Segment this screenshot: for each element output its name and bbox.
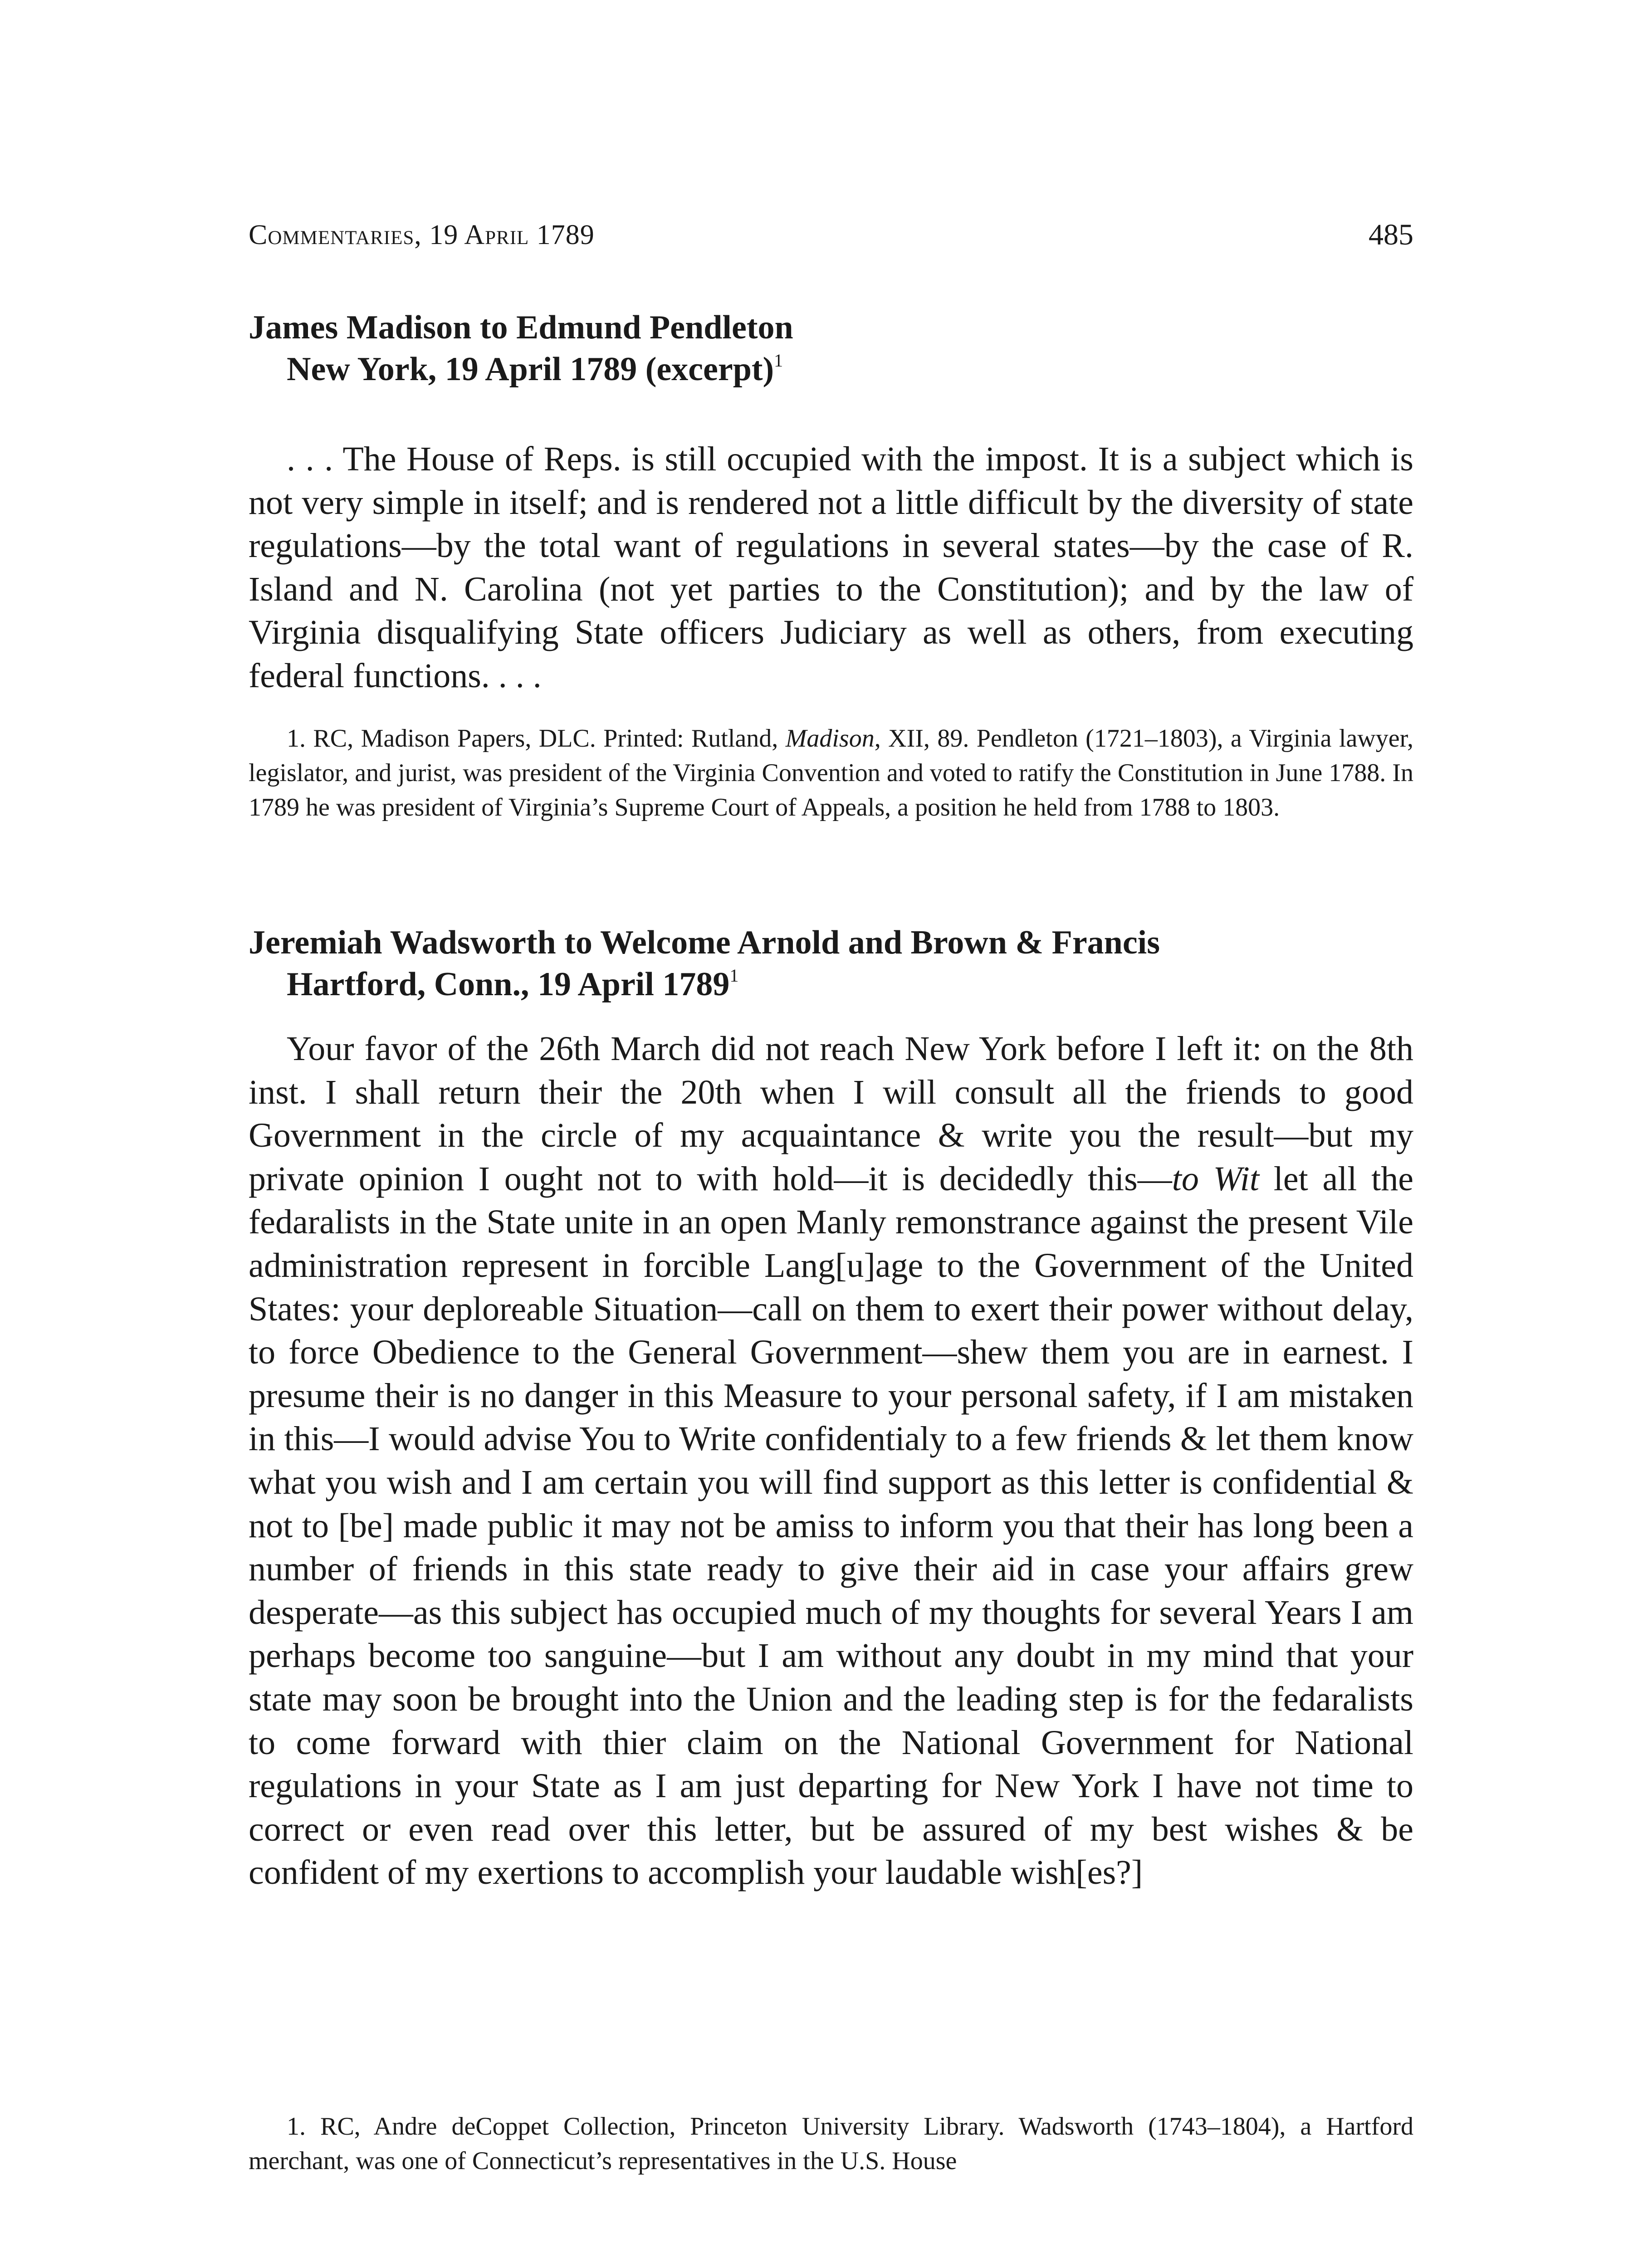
footnote-madison bbox=[249, 721, 1413, 825]
heading-dateline: Hartford, Conn., 19 April 1789$^1$ bbox=[287, 965, 739, 1003]
letter-paragraph: . . . The House of Reps. is still occupied with the impost. It is a subject which is not very simple in itself; and is rendered not a little difficult by the diversity of state regulations—by the total want of regulations in several states—by the case of R. Island and N. Carolina (not yet parties to the Constitution); and by the law of Virginia disqualifying State officers Judiciary as well as others, from executing federal functions. . . . bbox=[249, 440, 1413, 695]
heading-title: James Madison to Edmund Pendleton bbox=[249, 309, 793, 346]
letter-body-wadsworth bbox=[249, 1027, 1413, 1895]
letter-body-madison bbox=[249, 438, 1413, 698]
footnote-text: 1. RC, Andre deCoppet Collection, Princeton University Library. Wadsworth (1743–1804), a Hartford merchant, was one of Connecticut’s representatives in the U.S. House bbox=[249, 2112, 1413, 2175]
running-head-title: Commentaries, 19 April 1789 bbox=[249, 220, 595, 250]
footnote-ref: 1 bbox=[729, 965, 739, 986]
letter-paragraph: Your favor of the 26th March did not reach New York before I left it: on the 8th inst. I shall return their the 20th when I will consult all the friends to good Government in the circle of my acquaintance & write you the result—but my private opinion I ought not to with hold—it is decidedly this—to Wit let all the fedaralists in the State unite in an open Manly remonstrance against the present Vile administration represent in forcible Lang[u]age to the Government of the United States: your deploreable Situation—call on them to exert their power without delay, to force Obedience to the General Government—shew them you are in earnest. I presume their is no danger in this Measure to your personal safety, if I am mistaken in this—I would advise You to Write confidentialy to a few friends & let them know what you wish and I am certain you will find support as this letter is confidential & not to [be] made public it may not be amiss to inform you that their has long been a number of friends in this state ready to give their aid in case your affairs grew desperate—as this subject has occupied much of my thoughts for several Years I am perhaps become too sanguine—but I am without any doubt in my mind that your state may soon be brought into the Union and the leading step is for the fedaralists to come forward with thier claim on the National Government for National regulations in your State as I am just departing for New York I have not time to correct or even read over this letter, but be assured of my best wishes & be confident of my exertions to accomplish your laudable wish[es?] bbox=[249, 1030, 1414, 1892]
page-number: 485 bbox=[1369, 218, 1413, 251]
footnote-ref: 1 bbox=[774, 350, 783, 371]
footnote-wadsworth bbox=[249, 2109, 1413, 2178]
running-head bbox=[249, 217, 1413, 253]
heading-dateline: New York, 19 April 1789 (excerpt)$^1$ bbox=[287, 350, 783, 388]
italic-phrase: to Wit bbox=[1172, 1159, 1259, 1198]
footnote-text: 1. RC, Madison Papers, DLC. Printed: Rutland, Madison, XII, 89. Pendleton (1721–1803), a Virginia lawyer, legislator, and jurist, was president of the Virginia Convention and voted to ratify the Constitution in June 1788. In 1789 he was president of Virginia’s Supreme Court of Appeals, a position he held from 1788 to 1803. bbox=[249, 724, 1413, 821]
section-heading-madison bbox=[249, 307, 1413, 390]
heading-title: Jeremiah Wadsworth to Welcome Arnold and Brown & Francis bbox=[249, 924, 1160, 961]
footnote-italic-title: Madison bbox=[785, 724, 875, 753]
section-heading-wadsworth bbox=[249, 922, 1413, 1005]
